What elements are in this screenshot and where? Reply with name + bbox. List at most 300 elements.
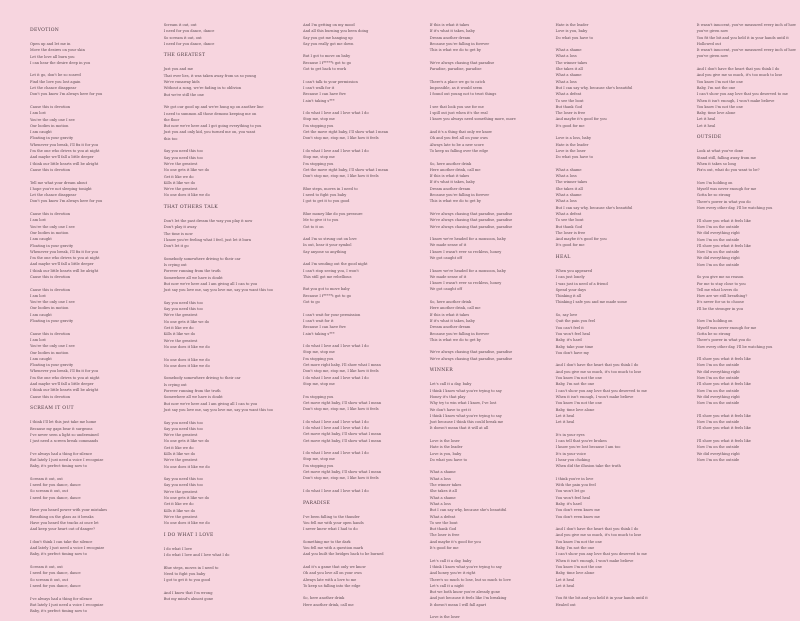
song-title: SCREAM IT OUT bbox=[30, 406, 74, 412]
lyric-line: Gotta be so strong bbox=[696, 193, 731, 198]
song-title: THE GREATEST bbox=[163, 53, 206, 59]
lyric-line: I'll show you what it feels like bbox=[696, 357, 751, 362]
lyric-line: No one gets it like we do bbox=[163, 496, 210, 501]
lyric-line: Here another drink, call me bbox=[302, 602, 354, 607]
lyric-line: What a defeat bbox=[555, 211, 582, 216]
lyric-line: Myself was never enough for me bbox=[696, 187, 757, 192]
lyric-line: Don't stop me, stop me, I like how it feels bbox=[302, 407, 379, 412]
lyric-line: Whenever you break, I'll fix it for you bbox=[30, 142, 99, 147]
lyric-line: So, say love bbox=[555, 313, 578, 318]
lyric-line: And it's a game that only we know bbox=[302, 564, 366, 569]
lyric-line: But lately I just need a voice I recognize bbox=[30, 602, 104, 607]
lyric-line: We're runaway kids bbox=[163, 80, 200, 85]
stanza bbox=[556, 268, 663, 306]
lyric-line: I think our little hearts will be alright bbox=[30, 388, 99, 393]
lyric-line: Kills it like we do bbox=[163, 180, 196, 185]
lyric-line: We got our good up and we're hung up on another line bbox=[163, 105, 264, 110]
stanza bbox=[164, 148, 273, 198]
lyric-line: It's good for me bbox=[555, 243, 585, 248]
lyric-line: Get it like we do bbox=[163, 174, 194, 179]
lyric-line: What a shame bbox=[429, 495, 456, 500]
lyric-line: You won't feel heal bbox=[555, 495, 591, 500]
lyric-line: We did everything right bbox=[696, 231, 740, 236]
lyric-line: This is what we do to get by bbox=[429, 199, 481, 204]
lyric-line: When did the illusion take the truth bbox=[555, 464, 621, 469]
lyric-line: I think our little hearts will be alright bbox=[30, 268, 99, 273]
lyric-line: Baby, it's perfect timing now to bbox=[30, 609, 87, 614]
lyric-line: What a loss bbox=[429, 501, 451, 506]
lyric-line: We're the greatest bbox=[163, 489, 198, 494]
lyric-line: I'm stopping you bbox=[302, 394, 334, 399]
lyric-line: What a shame bbox=[555, 73, 582, 78]
lyric-line: And all this burning you been doing bbox=[302, 29, 369, 34]
lyric-line: Let's call it a night bbox=[429, 583, 464, 588]
lyric-line: Say anyone so anything bbox=[302, 249, 347, 254]
lyric-line: And honey you're it right bbox=[429, 571, 476, 576]
lyric-line: We're always chasing that paradise, paradise bbox=[429, 211, 513, 216]
lyric-line: No one gets it like we do bbox=[163, 168, 210, 173]
lyric-line: Say you need this too bbox=[163, 477, 203, 482]
lyric-line: If it's what it takes, baby bbox=[429, 318, 475, 323]
lyric-line: But thank God bbox=[429, 527, 457, 532]
lyric-line: But thank God bbox=[555, 104, 583, 109]
lyric-line: I need for you dance, dance bbox=[163, 29, 215, 34]
lyric-line: And maybe we'll fall a little deeper bbox=[30, 382, 94, 387]
lyric-line: I need for you dance, dance bbox=[30, 571, 81, 576]
lyric-line: Without a song, we're fading in to oblivion bbox=[163, 86, 242, 91]
lyric-line: Hate is the leader bbox=[555, 142, 589, 147]
lyric-line: And just because it feels like I'm breaking bbox=[429, 596, 507, 601]
stanza bbox=[430, 268, 534, 293]
stanza bbox=[303, 450, 404, 481]
lyric-line: You fit the bit and you held it in your hands until it bbox=[555, 596, 648, 601]
lyric-line: Get the move right baby, I'll show what I mean bbox=[302, 167, 389, 172]
lyric-line: I think I know what you're trying to say bbox=[429, 564, 502, 569]
lyric-line: Don't let it go bbox=[163, 244, 189, 249]
lyric-line: That ever lies, it was taken away from us so young bbox=[163, 73, 257, 78]
lyric-line: Let it heal bbox=[555, 413, 575, 418]
lyric-line: I can tell that you're broken bbox=[555, 439, 607, 443]
lyric-line: You won't let go bbox=[555, 489, 585, 494]
stanza bbox=[556, 362, 663, 425]
lyric-line: Got to go bbox=[302, 300, 320, 305]
lyric-line: I never knew what I had to do bbox=[302, 527, 358, 532]
lyric-line: Now I'm on the outside bbox=[696, 262, 740, 267]
lyric-line: I do what I love and I love what I do bbox=[302, 111, 369, 116]
lyric-line: We're always chasing that paradise, paradise bbox=[429, 218, 513, 223]
lyric-line: Cause this is devotion bbox=[30, 274, 71, 279]
lyric-line: Let the chance disappear bbox=[30, 193, 77, 198]
lyric-line: You know I'm not the one bbox=[555, 401, 602, 406]
lyric-line: I am caught bbox=[30, 130, 52, 135]
lyric-line: But now we're here and I am giving all I can to you bbox=[163, 281, 258, 286]
lyric-line: To see the bout bbox=[429, 520, 458, 525]
lyric-line: The loser is free bbox=[429, 533, 460, 538]
lyric-line: I think our little hearts will be alright bbox=[30, 161, 99, 166]
lyric-line: But we both know you're already gone bbox=[429, 590, 501, 595]
lyric-line: I think I'll let this just take me home bbox=[30, 420, 97, 425]
stanza bbox=[303, 394, 404, 413]
lyric-line: I do what I love and I love what I do bbox=[302, 419, 369, 424]
lyric-line: Don't let the past dream the way you play it now bbox=[163, 219, 253, 224]
lyric-line: Got to get back to work bbox=[302, 67, 347, 72]
lyric-line: But you got to move baby bbox=[302, 287, 350, 292]
lyric-line: Now I'm on the outside bbox=[696, 376, 740, 381]
lyric-line: I know I wasn't ever so reckless, honey bbox=[429, 249, 502, 254]
lyric-line: You're the only one I see bbox=[30, 117, 75, 122]
lyric-line: What a defeat bbox=[555, 92, 582, 97]
lyric-line: And I'm sending out the good night bbox=[302, 262, 368, 267]
lyric-line: Say you need this too bbox=[163, 155, 203, 160]
stanza bbox=[303, 419, 404, 444]
lyric-line: Me to give it to you bbox=[302, 218, 339, 223]
lyric-line: I am lost bbox=[30, 111, 46, 116]
lyric-line: I need for you dance, dance bbox=[30, 495, 81, 500]
lyric-line: I'm the one who drives to you at night bbox=[30, 256, 100, 261]
lyric-line: I can hear the desire deep in you bbox=[30, 60, 91, 65]
song-title: WINNER bbox=[429, 368, 453, 374]
stanza bbox=[430, 469, 534, 551]
lyric-line: We're the greatest bbox=[163, 161, 198, 166]
stanza bbox=[430, 60, 534, 73]
stanza bbox=[30, 287, 128, 325]
stanza bbox=[30, 596, 128, 615]
lyric-line: you've given now bbox=[696, 54, 729, 59]
lyric-line: This is what we do to get by bbox=[429, 337, 481, 342]
stanza bbox=[556, 47, 663, 129]
lyric-line: Honey it's that play bbox=[429, 394, 466, 399]
stanza bbox=[697, 148, 796, 173]
lyric-line: To see the bout bbox=[555, 98, 584, 103]
lyric-line: To keep us falling over the edge bbox=[429, 148, 489, 153]
stanza bbox=[303, 539, 404, 558]
lyric-line: Love is you, baby bbox=[555, 29, 588, 34]
lyric-line: I see that look you use for me bbox=[429, 104, 484, 109]
song-title: THAT OTHERS TALK bbox=[163, 205, 219, 211]
lyric-line: Now every other day, I'll be watching you bbox=[696, 206, 773, 211]
lyric-line: She takes it all bbox=[555, 67, 583, 72]
stanza bbox=[556, 135, 663, 160]
lyric-line: You know I'm not the one bbox=[555, 376, 602, 381]
lyric-line: Don't stop me, stop me, I like how it feels bbox=[302, 174, 379, 179]
lyric-line: But my mind's almost gone bbox=[163, 597, 214, 602]
lyric-line: Baby, I'm not the one bbox=[555, 382, 595, 387]
lyric-line: Let it go, don't be so scared bbox=[30, 73, 81, 78]
lyric-line: Myself was never enough for me bbox=[696, 325, 757, 330]
lyric-line: Floating in your gravity bbox=[30, 136, 74, 141]
lyric-line: We're the greatest bbox=[163, 458, 198, 463]
lyric-line: Do what you have to bbox=[429, 457, 468, 462]
stanza bbox=[164, 357, 273, 370]
lyric-line: Move the desires on your skin bbox=[30, 48, 85, 53]
stanza bbox=[164, 256, 273, 294]
lyric-line: I just need a screen break commands bbox=[30, 439, 99, 444]
lyric-line: Thinking I safe you and me made some bbox=[555, 300, 627, 305]
stanza bbox=[30, 72, 128, 97]
lyric-line: Just you and me bbox=[163, 67, 193, 72]
lyric-line: I got to get it to you good bbox=[163, 578, 211, 583]
lyric-line: The loser is free bbox=[555, 111, 586, 116]
lyric-line: Say you need this too bbox=[163, 426, 203, 431]
lyric-line: What a shame bbox=[429, 470, 456, 475]
stanza bbox=[303, 343, 404, 387]
lyric-line: If it's what it takes, baby bbox=[429, 180, 475, 185]
lyric-line: Hate is the leader bbox=[429, 445, 463, 450]
lyric-line: Let's call it a day, baby bbox=[429, 558, 472, 563]
lyric-line: It wasn't innocent, you've measured every inch of how bbox=[696, 23, 796, 27]
stanza bbox=[30, 507, 128, 532]
stanza bbox=[303, 488, 404, 494]
lyric-line: I'm the one who drives to you at night bbox=[30, 375, 100, 380]
lyric-line: Cause this is devotion bbox=[30, 167, 71, 172]
lyric-line: I found out young not to trust things bbox=[429, 92, 497, 97]
song-title: DEVOTION bbox=[30, 28, 60, 33]
lyric-line: I think I know what you're trying to say bbox=[429, 388, 502, 393]
lyric-line: And maybe we'll fall a little deeper bbox=[30, 155, 94, 160]
stanza bbox=[556, 595, 663, 608]
lyric-line: I'll show you what it feels like bbox=[696, 382, 751, 387]
lyric-line: Let the chance disappear bbox=[30, 86, 77, 91]
lyric-line: I've always had a thing for silence bbox=[30, 451, 93, 456]
lyric-line: We did everything right bbox=[696, 394, 740, 399]
lyric-line: Have you heard power with your mistakes bbox=[30, 508, 108, 513]
stanza bbox=[303, 312, 404, 337]
lyric-line: Say you need this too bbox=[163, 420, 203, 425]
lyric-line: I know I wasn't ever so reckless, honey bbox=[429, 281, 502, 286]
lyric-line: Baby, I'm not the one bbox=[555, 546, 595, 551]
lyric-line: I am lost bbox=[30, 337, 46, 342]
lyric-line: We made sense of it bbox=[429, 243, 467, 248]
lyric-line: Because you're falling in forever bbox=[429, 193, 490, 198]
stanza bbox=[697, 318, 796, 349]
lyric-line: I can't wait for your permission bbox=[302, 312, 361, 317]
stanza bbox=[303, 261, 404, 280]
lyric-line: Kills it like we do bbox=[163, 332, 196, 337]
lyric-line: Cause this is devotion bbox=[30, 394, 71, 399]
lyric-line: I know we're headed for a monsoon, baby bbox=[429, 237, 506, 242]
lyric-line: And I'm getting on my mood bbox=[302, 23, 355, 27]
lyric-line: Baby, I'm not the one bbox=[696, 85, 736, 90]
lyric-line: Hate is the leader bbox=[555, 23, 589, 27]
lyric-line: I got to get it to you good bbox=[302, 199, 350, 204]
lyric-line: I can't walk for it bbox=[302, 85, 335, 90]
lyric-line: There's so much to lose, but so much to love bbox=[429, 577, 511, 582]
lyric-line: You won't feel heal bbox=[555, 331, 591, 336]
lyric-line: Get move right baby, I'll show what I mean bbox=[302, 470, 382, 475]
lyric-line: I can't show you any love that you deserved to me bbox=[555, 388, 647, 393]
lyric-line: Cause this is devotion bbox=[30, 104, 71, 109]
lyric-line: What a loss bbox=[555, 174, 577, 179]
lyric-line: Somebody somewhere driving to their car bbox=[163, 376, 241, 381]
lyric-line: No one gets it like we do bbox=[163, 319, 210, 324]
lyric-line: Healed out bbox=[555, 602, 576, 607]
lyric-line: I do what I love and I love what I do bbox=[163, 553, 230, 558]
lyric-line: You don't even know me bbox=[555, 508, 600, 513]
lyric-line: I'll show you what it feels like bbox=[696, 439, 751, 443]
lyric-line: I need to fight you baby bbox=[302, 193, 347, 198]
stanza bbox=[164, 22, 273, 47]
lyric-line: Blue money like do you pressure bbox=[302, 211, 363, 216]
lyric-line: Tell me what lovers do bbox=[696, 287, 738, 292]
lyric-line: It's never for us to choose bbox=[696, 300, 745, 305]
lyric-line: Stop me, stop me bbox=[302, 117, 335, 122]
lyric-line: But I can say why, because she's beautiful bbox=[429, 508, 507, 513]
lyric-line: The winner takes bbox=[555, 60, 588, 65]
lyric-line: Baby, it's hard bbox=[555, 338, 582, 343]
lyric-line: She takes it all bbox=[429, 489, 457, 494]
lyric-line: We're the greatest bbox=[163, 187, 198, 192]
lyric-line: Impossible, as it would seem bbox=[429, 85, 483, 90]
lyric-line: You don't even know me bbox=[555, 514, 600, 519]
lyric-line: Say you need this too bbox=[163, 300, 203, 305]
stanza bbox=[430, 211, 534, 230]
lyric-line: When it isn't enough, I won't make believe bbox=[696, 98, 775, 103]
lyric-line: Get move right baby, I'll show what I mean bbox=[302, 432, 382, 437]
lyric-line: Is crying out bbox=[163, 263, 187, 268]
stanza bbox=[556, 167, 663, 249]
lyric-line: And you built the bridges back to be burned bbox=[302, 552, 384, 557]
lyric-line: Don't you know I'm always here for you bbox=[30, 199, 103, 204]
stanza bbox=[430, 558, 534, 608]
lyrics-column bbox=[277, 22, 408, 607]
stanza bbox=[556, 22, 663, 41]
lyric-line: And I don't have the heart that you think I do bbox=[555, 363, 639, 368]
lyric-line: It doesn't mean I will fall apart bbox=[429, 602, 487, 607]
lyric-line: But I got to move on baby bbox=[302, 54, 351, 59]
lyric-line: Just because I think this could break me bbox=[429, 420, 504, 425]
lyric-line: Now I'm on the outside bbox=[696, 420, 740, 425]
stanza bbox=[303, 595, 404, 608]
lyric-line: And I'm so strung out on love bbox=[302, 237, 357, 242]
lyric-line: I do what I love bbox=[163, 546, 193, 551]
lyric-line: Blue steps, moves in I need to bbox=[302, 186, 358, 191]
lyric-line: You're the only one I see bbox=[30, 300, 75, 305]
lyric-line: No one does it like we do bbox=[163, 464, 210, 469]
lyric-line: Spend your days bbox=[555, 287, 587, 292]
lyric-line: Somewhere all we have is doubt bbox=[163, 395, 223, 400]
stanza bbox=[430, 236, 534, 261]
stanza bbox=[30, 476, 128, 501]
lyric-line: What a shame bbox=[555, 48, 582, 53]
lyric-line: We don't have to get it bbox=[429, 407, 471, 412]
lyrics-column bbox=[408, 22, 538, 620]
lyric-line: I hear you choking bbox=[555, 457, 590, 462]
lyric-line: Let it heal bbox=[555, 420, 575, 425]
lyric-line: Whenever you break, I'll fix it for you bbox=[30, 249, 99, 254]
lyric-line: Open up and let me in bbox=[30, 42, 71, 46]
lyric-line: I can't show you any love that you deserved to me bbox=[555, 552, 647, 557]
lyric-line: Because you're falling in forever bbox=[429, 331, 490, 336]
lyric-line: Because I can have five bbox=[302, 325, 346, 330]
lyric-line: the floor bbox=[163, 117, 180, 122]
lyric-line: What a loss bbox=[555, 79, 577, 84]
stanza bbox=[303, 22, 404, 47]
lyric-line: I am lost bbox=[30, 218, 46, 223]
lyric-line: I've always had a thing for silence bbox=[30, 596, 93, 601]
stanza bbox=[30, 331, 128, 400]
lyric-line: Because I f*****t got to go bbox=[302, 293, 352, 298]
lyric-line: Our bodies in motion bbox=[30, 306, 69, 311]
lyric-line: Let it heal bbox=[696, 123, 716, 128]
stanza bbox=[430, 79, 534, 98]
lyric-line: Look at what you've done bbox=[696, 149, 744, 154]
lyric-line: You fell me with your open hands bbox=[302, 520, 364, 525]
lyric-line: And I know that I'm wrong bbox=[163, 590, 213, 595]
stanza bbox=[430, 129, 534, 154]
lyric-line: Cause this is devotion bbox=[30, 212, 71, 217]
lyric-line: Need to fight you baby bbox=[163, 572, 206, 577]
lyric-line: To keep us falling into the edge bbox=[302, 583, 361, 588]
lyric-line: Cause this is devotion bbox=[30, 287, 71, 292]
lyric-line: But now we're here and I got going everything to you bbox=[163, 124, 262, 129]
lyric-line: I know you're feeling what I feel, just let it burn bbox=[163, 237, 252, 242]
lyric-line: We did everything right bbox=[696, 451, 740, 456]
lyric-line: And you give me so much, it's too much to lose bbox=[696, 73, 783, 78]
lyric-line: But we're still the one bbox=[163, 92, 204, 97]
lyric-line: I am caught bbox=[30, 356, 52, 361]
lyric-line: I am lost bbox=[30, 293, 46, 298]
stanza bbox=[164, 218, 273, 249]
lyric-line: I need for you dance, dance bbox=[163, 41, 215, 46]
lyric-line: And maybe we'll fall a little deeper bbox=[30, 262, 94, 267]
lyric-line: I'm stopping you bbox=[302, 161, 334, 166]
lyric-line: Stop me, stop me bbox=[302, 155, 335, 160]
lyric-line: Stop me, stop me bbox=[302, 457, 335, 462]
lyrics-column bbox=[538, 22, 667, 607]
lyric-line: I've never seen a light so undermined bbox=[30, 432, 99, 437]
lyric-line: Gotta be so strong bbox=[696, 331, 731, 336]
lyric-line: If this is what it takes bbox=[429, 23, 470, 27]
lyric-line: It's in your eyes bbox=[555, 432, 585, 437]
lyric-line: Say you need this too bbox=[163, 307, 203, 312]
stanza bbox=[697, 356, 796, 406]
lyric-line: You can't feel it bbox=[555, 325, 584, 330]
lyric-line: Because I f*****t got to go bbox=[302, 60, 352, 65]
stanza bbox=[697, 438, 796, 463]
stanza bbox=[164, 546, 273, 559]
lyric-line: I know you always need something more, more bbox=[429, 117, 516, 122]
lyric-line: So, here another drink bbox=[429, 161, 472, 166]
lyric-line: Get it like we do bbox=[163, 326, 194, 331]
lyric-line: Don't stop me, stop me, I like how it feels bbox=[302, 476, 379, 481]
lyric-line: It doesn't mean that it will at all bbox=[429, 426, 489, 431]
lyric-line: Just you and only kid, you turned me on, you want bbox=[163, 130, 256, 135]
lyric-line: You know I'm not the one bbox=[696, 79, 743, 84]
lyric-line: What a defeat bbox=[429, 514, 456, 519]
stanza bbox=[303, 286, 404, 305]
lyric-line: Say you really got me down bbox=[302, 41, 354, 46]
stanza bbox=[697, 180, 796, 211]
lyric-line: The winner takes bbox=[429, 483, 462, 488]
lyric-line: And maybe it's good for you bbox=[555, 117, 607, 122]
lyric-line: I can't stop seeing you, I won't bbox=[302, 268, 359, 273]
lyric-line: Blue steps, moves in I need to bbox=[163, 565, 219, 570]
lyric-line: Oh and you love all on your own bbox=[302, 571, 362, 576]
lyric-line: So, here another drink bbox=[429, 300, 472, 305]
lyric-line: Dream another dream bbox=[429, 35, 471, 40]
lyric-line: For me to stay close to you bbox=[696, 281, 746, 286]
lyric-line: Get move right baby, I'll show what I mean bbox=[302, 438, 382, 443]
lyric-line: You're the only one I see bbox=[30, 344, 75, 349]
lyric-line: We got caught off bbox=[429, 287, 462, 292]
lyric-line: I ain't taking s*** bbox=[302, 331, 335, 336]
lyric-line: I hope you're not sleeping tonight bbox=[30, 186, 92, 191]
lyrics-column bbox=[667, 22, 800, 601]
lyric-line: What a shame bbox=[555, 193, 582, 198]
lyric-line: How are we still breathing? bbox=[696, 294, 748, 299]
lyrics-column bbox=[132, 22, 277, 601]
lyric-line: Now I'm on the outside bbox=[696, 250, 740, 255]
